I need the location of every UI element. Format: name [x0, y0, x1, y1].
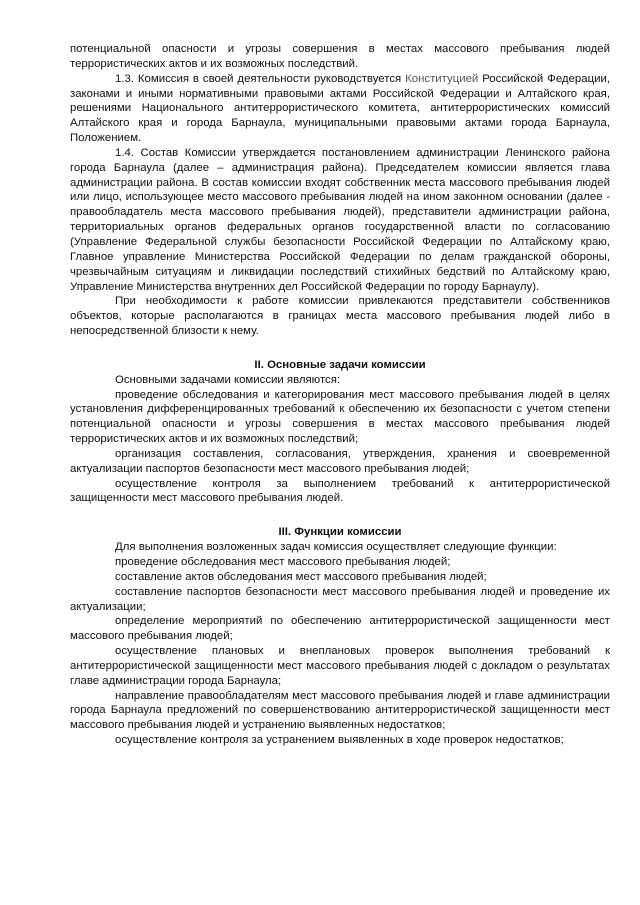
section-spacer [70, 506, 610, 525]
section-2-item: осуществление контроля за выполнением требований к антитеррористической защищенности мест массового пребывания людей. [70, 477, 610, 505]
section-3-item: осуществление плановых и внеплановых проверок выполнения требований к антитеррористической защищенности мест массового пребывания людей с докладом о результатах главе администрации города Барнаула; [70, 645, 610, 687]
section-3-item: составление паспортов безопасности мест массового пребывания людей и проведение их актуализации; [70, 585, 610, 613]
section-3-heading: III. Функции комиссии [278, 526, 402, 539]
paragraph-1-4: 1.4. Состав Комиссии утверждается постановлением администрации Ленинского района города Барнаула (далее – администрация района). Председателем комиссии является глава администрации района. В состав комиссии входят собственник места массового пребывания людей или лицо, использующее место массового пребывания людей на ином законном основании (далее - правообладатель места массового пребывания людей), представители администрации района, территориальных органов федеральных органов государственной власти по согласованию (Управление Федеральной службы безопасности Российской Федерации по Алтайскому краю, Главное управление Министерства Российской Федерации по делам гражданской обороны, чрезвычайным ситуациям и ликвидации последствий стихийных бедствий по Алтайскому краю, Управление Министерства внутренних дел Российской Федерации по городу Барнаулу). [70, 146, 610, 293]
section-3-item: составление актов обследования мест массового пребывания людей; [115, 570, 487, 583]
paragraph-1-3 [70, 72, 610, 146]
paragraph-1-3-end: Российской Федерации, законами и иными нормативными правовыми актами Российской Федерации и Алтайского края, решениями Национального антитеррористического комитета, антитеррористических комиссий Алтайского края и города Барнаула, муниципальными правовыми актами города Барнаула, Положением. [70, 72, 610, 145]
section-3-item: проведение обследования мест массового пребывания людей; [115, 556, 451, 568]
document-page [70, 42, 610, 748]
paragraph-continuation: потенциальной опасности и угрозы совершения в местах массового пребывания людей террористических актов и их возможных последствий. [70, 43, 610, 70]
section-3-item: осуществление контроля за устранением выявленных в ходе проверок недостатков; [115, 734, 564, 747]
section-2-item: Основными задачами комиссии являются: [115, 373, 341, 386]
section-2-item: проведение обследования и категорирования мест массового пребывания людей в целях установления дифференцированных требований к обеспечению их безопасности с учетом степени потенциальной опасности и угрозы совершения в местах массового пребывания людей террористических актов и их возможных последствий; [70, 388, 610, 446]
paragraph-1-3-start: 1.3. Комиссия в своей деятельности руководствуется [115, 72, 406, 85]
section-spacer [70, 339, 610, 358]
section-2-item: организация составления, согласования, утверждения, хранения и своевременной актуализации паспортов безопасности мест массового пребывания людей; [70, 447, 610, 475]
constitution-link[interactable]: Конституцией [405, 72, 479, 85]
section-3-item: Для выполнения возложенных задач комиссия осуществляет следующие функции: [115, 541, 557, 554]
section-3-item: определение мероприятий по обеспечению антитеррористической защищенности мест массового пребывания людей; [70, 615, 610, 643]
paragraph-representatives: При необходимости к работе комиссии привлекаются представители собственников объектов, которые располагаются в границах места массового пребывания людей либо в непосредственной близости к нему. [70, 295, 610, 338]
section-2-heading: II. Основные задачи комиссии [254, 358, 426, 371]
section-3-item: направление правообладателям мест массового пребывания людей и главе администрации города Барнаула предложений по совершенствованию антитеррористической защищенности мест массового пребывания людей и устранению выявленных недостатков; [70, 689, 610, 732]
